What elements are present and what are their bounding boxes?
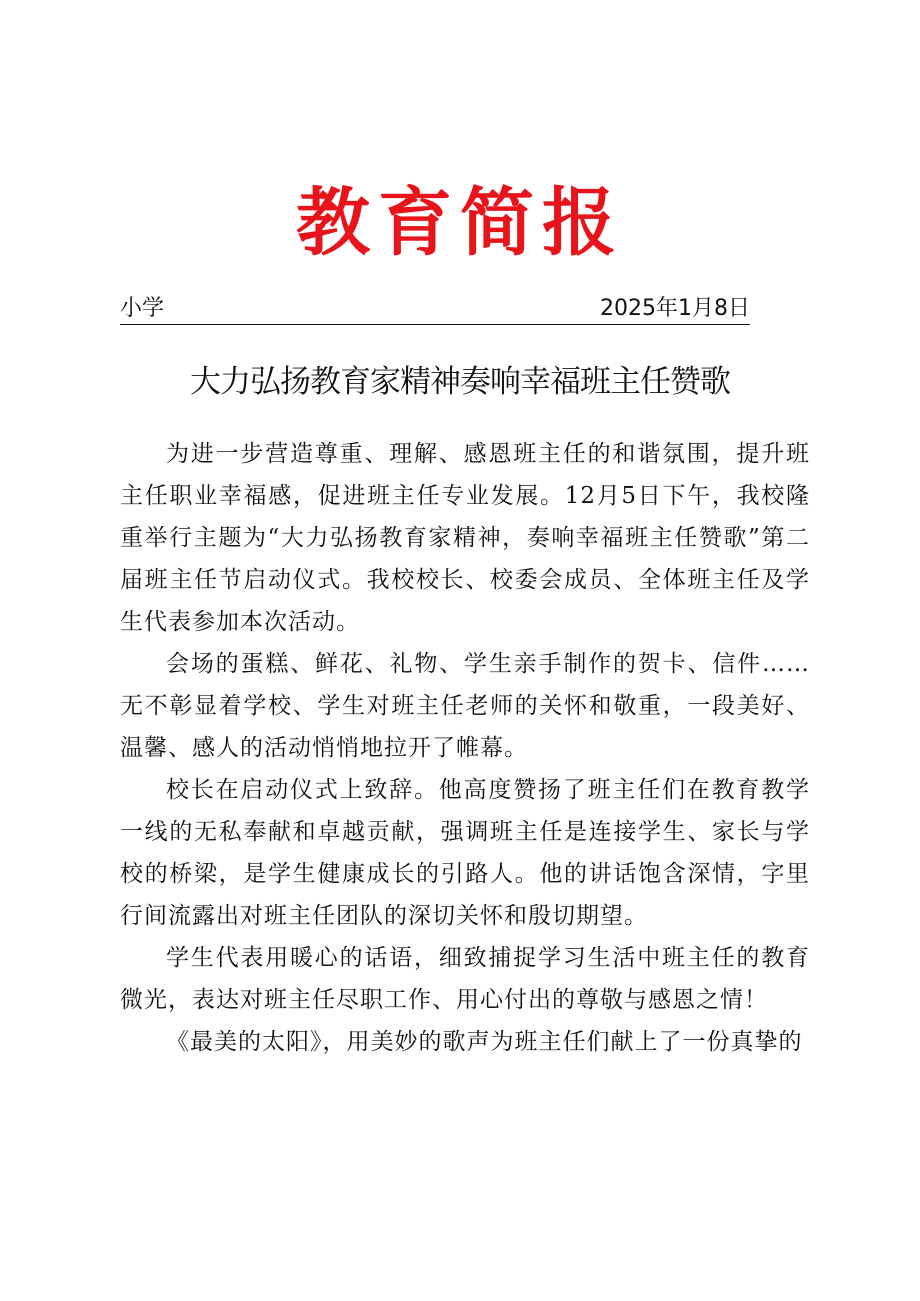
issue-date: 2025年1月8日: [600, 296, 750, 321]
article-headline: 大力弘扬教育家精神奏响幸福班主任赞歌: [190, 364, 730, 400]
paragraph-1: 为进一步营造尊重、理解、感恩班主任的和谐氛围，提升班主任职业幸福感，促进班主任专业发展。12月5日下午，我校隆重举行主题为“大力弘扬教育家精神，奏响幸福班主任赞歌”第二届班主任节启动仪式。我校校长、校委会成员、全体班主任及学生代表参加本次活动。: [120, 441, 810, 635]
issue-meta-row: [120, 294, 750, 325]
paragraph-5: 《最美的太阳》，用美妙的歌声为班主任们献上了一份真挚的: [166, 1029, 803, 1055]
article-body: [120, 433, 810, 1063]
masthead-title: 教育简报: [296, 180, 624, 266]
paragraph-4: 学生代表用暖心的话语，细致捕捉学习生活中班主任的教育微光，表达对班主任尽职工作、用心付出的尊敬与感恩之情！: [120, 945, 810, 1013]
school-name: 小学: [120, 296, 165, 321]
paragraph-3: 校长在启动仪式上致辞。他高度赞扬了班主任们在教育教学一线的无私奉献和卓越贡献，强调班主任是连接学生、家长与学校的桥梁，是学生健康成长的引路人。他的讲话饱含深情，字里行间流露出对班主任团队的深切关怀和殷切期望。: [120, 777, 810, 929]
paragraph-2: 会场的蛋糕、鲜花、礼物、学生亲手制作的贺卡、信件……无不彰显着学校、学生对班主任老师的关怀和敬重，一段美好、温馨、感人的活动悄悄地拉开了帷幕。: [120, 651, 810, 761]
